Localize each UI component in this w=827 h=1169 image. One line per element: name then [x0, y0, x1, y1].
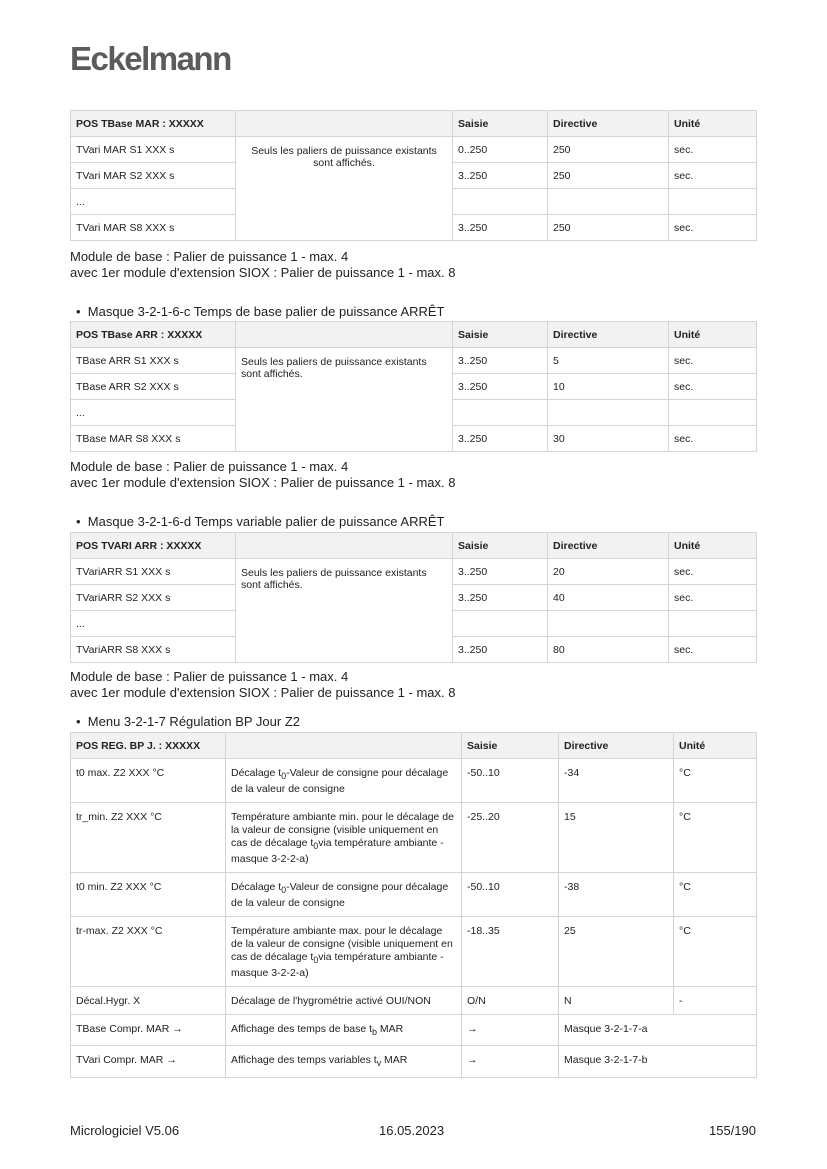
- header-directive: Directive: [548, 322, 669, 348]
- footer-date: 16.05.2023: [379, 1123, 445, 1138]
- header-unite: Unité: [674, 733, 757, 759]
- row-description: Seuls les paliers de puissance existants sont affichés.: [236, 348, 453, 452]
- header-saisie: Saisie: [462, 733, 559, 759]
- table-row: t0 min. Z2 XXX °C Décalage $t_0$-Valeur de consigne pour décalage de la valeur de consigne -50..10 -38 °C: [71, 873, 757, 917]
- table-row: TVariARR S8 XXX s 3..250 80 sec.: [71, 637, 757, 663]
- tbase-mar-table: [70, 110, 757, 241]
- arrow-icon: →: [462, 1046, 559, 1077]
- table-row: Décal.Hygr. X Décalage de l'hygrométrie activé OUI/NON O/N N -: [71, 987, 757, 1015]
- table-row: t0 max. Z2 XXX °C Décalage $t_0$-Valeur de consigne pour décalage de la valeur de consigne -50..10 -34 °C: [71, 759, 757, 803]
- row-description: Affichage des temps de base $t_b$ MAR: [226, 1015, 462, 1046]
- submenu-link: Masque 3-2-1-7-b: [559, 1046, 757, 1077]
- header-saisie: Saisie: [453, 322, 548, 348]
- tvari-arr-table: [70, 532, 757, 663]
- row-description: Seuls les paliers de puissance existants sont affichés.: [236, 137, 453, 241]
- table-row: TVari MAR S8 XXX s 3..250 250 sec.: [71, 215, 757, 241]
- table-row: TVariARR S2 XXX s 3..250 40 sec.: [71, 585, 757, 611]
- row-description: Décalage $t_0$-Valeur de consigne pour décalage de la valeur de consigne: [226, 759, 462, 803]
- footer-firmware: Micrologiciel V5.06: [70, 1123, 180, 1138]
- table-row: TVari MAR S1 XXX s Seuls les paliers de puissance existants sont affichés. 0..250 250 sec.: [71, 137, 757, 163]
- table-row: ...: [71, 611, 757, 637]
- table-row: TBase ARR S1 XXX s Seuls les paliers de puissance existants sont affichés. 3..250 5 sec.: [71, 348, 757, 374]
- section-bullet: • Menu 3-2-1-7 Régulation BP Jour Z2: [76, 714, 300, 729]
- note-block: Module de base : Palier de puissance 1 - max. 4 avec 1er module d'extension SIOX : Palier de puissance 1 - max. 8: [70, 669, 456, 700]
- table-title: POS TBase ARR : XXXXX: [71, 322, 236, 348]
- header-empty: [236, 322, 453, 348]
- arrow-icon: →: [462, 1015, 559, 1046]
- header-unite: Unité: [669, 533, 757, 559]
- table-row: TVariARR S1 XXX s Seuls les paliers de puissance existants sont affichés. 3..250 20 sec.: [71, 559, 757, 585]
- eckelmann-logo: Eckelmann: [70, 40, 231, 77]
- row-description: Température ambiante min. pour le décalage de la valeur de consigne (visible uniquement en cas de décalage $t_0via$ température ambiante - masque 3-2-2-a): [226, 803, 462, 873]
- row-description: Affichage des temps variables $t_v$ MAR: [226, 1046, 462, 1077]
- table-row: ...: [71, 189, 757, 215]
- table-title: POS REG. BP J. : XXXXX: [71, 733, 226, 759]
- note-block: Module de base : Palier de puissance 1 - max. 4 avec 1er module d'extension SIOX : Palier de puissance 1 - max. 8: [70, 459, 456, 490]
- table-row: TBase Compr. MAR → Affichage des temps de base $t_b$ MAR → Masque 3-2-1-7-a: [71, 1015, 757, 1046]
- header-directive: Directive: [559, 733, 674, 759]
- table-row: TBase MAR S8 XXX s 3..250 30 sec.: [71, 426, 757, 452]
- row-description: Décalage de l'hygrométrie activé OUI/NON: [226, 987, 462, 1015]
- row-description: Seuls les paliers de puissance existants sont affichés.: [236, 559, 453, 663]
- table-title: POS TBase MAR : XXXXX: [71, 111, 236, 137]
- table-row: TBase ARR S2 XXX s 3..250 10 sec.: [71, 374, 757, 400]
- header-empty: [226, 733, 462, 759]
- header-directive: Directive: [548, 111, 669, 137]
- table-row: TVari MAR S2 XXX s 3..250 250 sec.: [71, 163, 757, 189]
- table-title: POS TVARI ARR : XXXXX: [71, 533, 236, 559]
- header-empty: [236, 533, 453, 559]
- section-bullet: • Masque 3-2-1-6-c Temps de base palier de puissance ARRÊT: [76, 304, 445, 319]
- header-unite: Unité: [669, 322, 757, 348]
- header-saisie: Saisie: [453, 533, 548, 559]
- submenu-link: Masque 3-2-1-7-a: [559, 1015, 757, 1046]
- row-description: Décalage $t_0$-Valeur de consigne pour décalage de la valeur de consigne: [226, 873, 462, 917]
- row-description: Température ambiante max. pour le décalage de la valeur de consigne (visible uniquement en cas de décalage $t_0via$ température ambiante - masque 3-2-2-a): [226, 917, 462, 987]
- table-row: tr-max. Z2 XXX °C Température ambiante max. pour le décalage de la valeur de consigne (visible uniquement en cas de décalage $t_0via$ température ambiante - masque 3-2-2-a) -18..35 25 °C: [71, 917, 757, 987]
- note-block: Module de base : Palier de puissance 1 - max. 4 avec 1er module d'extension SIOX : Palier de puissance 1 - max. 8: [70, 249, 456, 280]
- header-unite: Unité: [669, 111, 757, 137]
- table-row: tr_min. Z2 XXX °C Température ambiante min. pour le décalage de la valeur de consigne (visible uniquement en cas de décalage $t_0via$ température ambiante - masque 3-2-2-a) -25..20 15 °C: [71, 803, 757, 873]
- reg-bp-jour-table: [70, 732, 757, 1078]
- section-bullet: • Masque 3-2-1-6-d Temps variable palier de puissance ARRÊT: [76, 514, 445, 529]
- header-empty: [236, 111, 453, 137]
- footer-page-number: 155/190: [709, 1123, 756, 1138]
- header-directive: Directive: [548, 533, 669, 559]
- table-row: ...: [71, 400, 757, 426]
- header-saisie: Saisie: [453, 111, 548, 137]
- table-row: TVari Compr. MAR → Affichage des temps variables $t_v$ MAR → Masque 3-2-1-7-b: [71, 1046, 757, 1077]
- tbase-arr-table: [70, 321, 757, 452]
